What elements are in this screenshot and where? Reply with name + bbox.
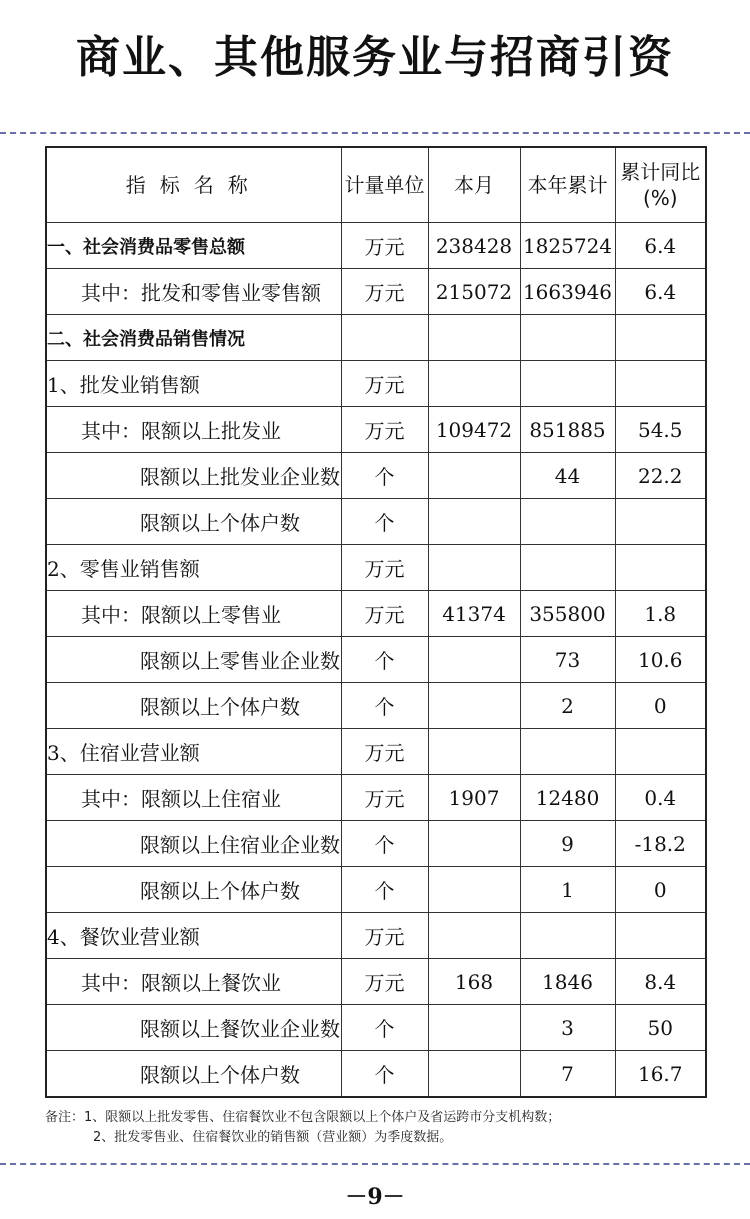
- row-cumulative-value: 355800: [520, 591, 615, 637]
- row-month-value: 238428: [428, 223, 520, 269]
- row-unit: 万元: [341, 545, 428, 591]
- row-cumulative-value: [520, 315, 615, 361]
- table-row: [46, 821, 706, 867]
- row-yoy-value: [615, 315, 706, 361]
- row-name: 限额以上批发业企业数: [46, 453, 341, 499]
- table-row: [46, 269, 706, 315]
- page-number: －9－: [345, 1184, 405, 1210]
- row-name: 其中：批发和零售业零售额: [46, 269, 341, 315]
- row-unit: 个: [341, 867, 428, 913]
- row-name: 限额以上个体户数: [46, 1051, 341, 1098]
- row-month-value: [428, 545, 520, 591]
- row-yoy-value: 10.6: [615, 637, 706, 683]
- row-unit: 万元: [341, 729, 428, 775]
- row-month-value: [428, 453, 520, 499]
- row-name: 限额以上餐饮业企业数: [46, 1005, 341, 1051]
- row-unit: 个: [341, 453, 428, 499]
- row-month-value: [428, 683, 520, 729]
- row-cumulative-value: 12480: [520, 775, 615, 821]
- row-unit: 万元: [341, 591, 428, 637]
- row-month-value: [428, 1051, 520, 1098]
- table-row: [46, 453, 706, 499]
- row-cumulative-value: 44: [520, 453, 615, 499]
- row-month-value: 215072: [428, 269, 520, 315]
- table-row: [46, 729, 706, 775]
- row-cumulative-value: [520, 545, 615, 591]
- row-cumulative-value: 3: [520, 1005, 615, 1051]
- row-cumulative-value: 851885: [520, 407, 615, 453]
- row-unit: [341, 315, 428, 361]
- row-name: 一、社会消费品零售总额: [46, 223, 341, 269]
- table-row: [46, 637, 706, 683]
- footnote-line-2: 2、批发零售业、住宿餐饮业的销售额（营业额）为季度数据。: [93, 1130, 453, 1145]
- row-cumulative-value: 1846: [520, 959, 615, 1005]
- table-row: [46, 499, 706, 545]
- row-yoy-value: 0.4: [615, 775, 706, 821]
- table-row: [46, 315, 706, 361]
- row-unit: 万元: [341, 913, 428, 959]
- header-name: 指标名称: [46, 147, 341, 223]
- top-divider: [0, 132, 750, 134]
- header-cumulative: 本年累计: [520, 147, 615, 223]
- footnote-line-1: 备注：1、限额以上批发零售、住宿餐饮业不包含限额以上个体户及省运跨市分支机构数；: [45, 1110, 561, 1125]
- row-yoy-value: 22.2: [615, 453, 706, 499]
- row-cumulative-value: [520, 729, 615, 775]
- header-yoy: 累计同比(%): [615, 147, 706, 223]
- row-unit: 个: [341, 683, 428, 729]
- statistics-table: [45, 146, 707, 1098]
- table-row: [46, 223, 706, 269]
- table-row: [46, 1051, 706, 1098]
- row-unit: 万元: [341, 361, 428, 407]
- row-month-value: 1907: [428, 775, 520, 821]
- row-month-value: [428, 637, 520, 683]
- row-name: 限额以上住宿业企业数: [46, 821, 341, 867]
- row-name: 2、零售业销售额: [46, 545, 341, 591]
- table-row: [46, 959, 706, 1005]
- table-body: [46, 223, 706, 1098]
- row-yoy-value: [615, 545, 706, 591]
- table-row: [46, 361, 706, 407]
- row-cumulative-value: 1825724: [520, 223, 615, 269]
- row-name: 限额以上个体户数: [46, 683, 341, 729]
- row-name: 限额以上个体户数: [46, 867, 341, 913]
- row-yoy-value: 54.5: [615, 407, 706, 453]
- row-yoy-value: 6.4: [615, 223, 706, 269]
- row-unit: 个: [341, 1051, 428, 1098]
- row-cumulative-value: 9: [520, 821, 615, 867]
- row-month-value: [428, 315, 520, 361]
- row-unit: 万元: [341, 407, 428, 453]
- row-cumulative-value: 7: [520, 1051, 615, 1098]
- row-yoy-value: 0: [615, 867, 706, 913]
- row-name: 其中：限额以上批发业: [46, 407, 341, 453]
- page-title: 商业、其他服务业与招商引资: [76, 32, 674, 83]
- row-name: 二、社会消费品销售情况: [46, 315, 341, 361]
- row-month-value: 109472: [428, 407, 520, 453]
- table-row: [46, 1005, 706, 1051]
- table-row: [46, 407, 706, 453]
- row-cumulative-value: [520, 499, 615, 545]
- footnote: [45, 1108, 715, 1148]
- table-row: [46, 591, 706, 637]
- row-name: 其中：限额以上住宿业: [46, 775, 341, 821]
- row-unit: 个: [341, 637, 428, 683]
- row-month-value: [428, 867, 520, 913]
- row-name: 3、住宿业营业额: [46, 729, 341, 775]
- row-name: 4、餐饮业营业额: [46, 913, 341, 959]
- bottom-divider: [0, 1163, 750, 1165]
- row-month-value: 41374: [428, 591, 520, 637]
- row-month-value: [428, 821, 520, 867]
- row-unit: 个: [341, 821, 428, 867]
- row-name: 限额以上个体户数: [46, 499, 341, 545]
- row-yoy-value: 1.8: [615, 591, 706, 637]
- row-month-value: [428, 1005, 520, 1051]
- table-row: [46, 913, 706, 959]
- table-row: [46, 683, 706, 729]
- row-unit: 万元: [341, 959, 428, 1005]
- header-unit: 计量单位: [341, 147, 428, 223]
- row-yoy-value: 50: [615, 1005, 706, 1051]
- row-month-value: [428, 499, 520, 545]
- row-cumulative-value: [520, 361, 615, 407]
- row-month-value: 168: [428, 959, 520, 1005]
- row-cumulative-value: 73: [520, 637, 615, 683]
- row-yoy-value: 0: [615, 683, 706, 729]
- row-name: 1、批发业销售额: [46, 361, 341, 407]
- header-month: 本月: [428, 147, 520, 223]
- row-name: 其中：限额以上零售业: [46, 591, 341, 637]
- row-name: 其中：限额以上餐饮业: [46, 959, 341, 1005]
- row-unit: 万元: [341, 269, 428, 315]
- row-cumulative-value: 1663946: [520, 269, 615, 315]
- row-yoy-value: [615, 913, 706, 959]
- row-yoy-value: 8.4: [615, 959, 706, 1005]
- row-unit: 万元: [341, 775, 428, 821]
- table-header-row: [46, 147, 706, 223]
- row-yoy-value: 16.7: [615, 1051, 706, 1098]
- table-row: [46, 775, 706, 821]
- row-unit: 个: [341, 1005, 428, 1051]
- row-yoy-value: [615, 361, 706, 407]
- row-month-value: [428, 729, 520, 775]
- row-cumulative-value: 1: [520, 867, 615, 913]
- row-month-value: [428, 361, 520, 407]
- row-yoy-value: -18.2: [615, 821, 706, 867]
- row-yoy-value: 6.4: [615, 269, 706, 315]
- table-row: [46, 545, 706, 591]
- row-yoy-value: [615, 729, 706, 775]
- table-row: [46, 867, 706, 913]
- row-month-value: [428, 913, 520, 959]
- row-unit: 万元: [341, 223, 428, 269]
- row-cumulative-value: [520, 913, 615, 959]
- row-yoy-value: [615, 499, 706, 545]
- row-unit: 个: [341, 499, 428, 545]
- row-cumulative-value: 2: [520, 683, 615, 729]
- row-name: 限额以上零售业企业数: [46, 637, 341, 683]
